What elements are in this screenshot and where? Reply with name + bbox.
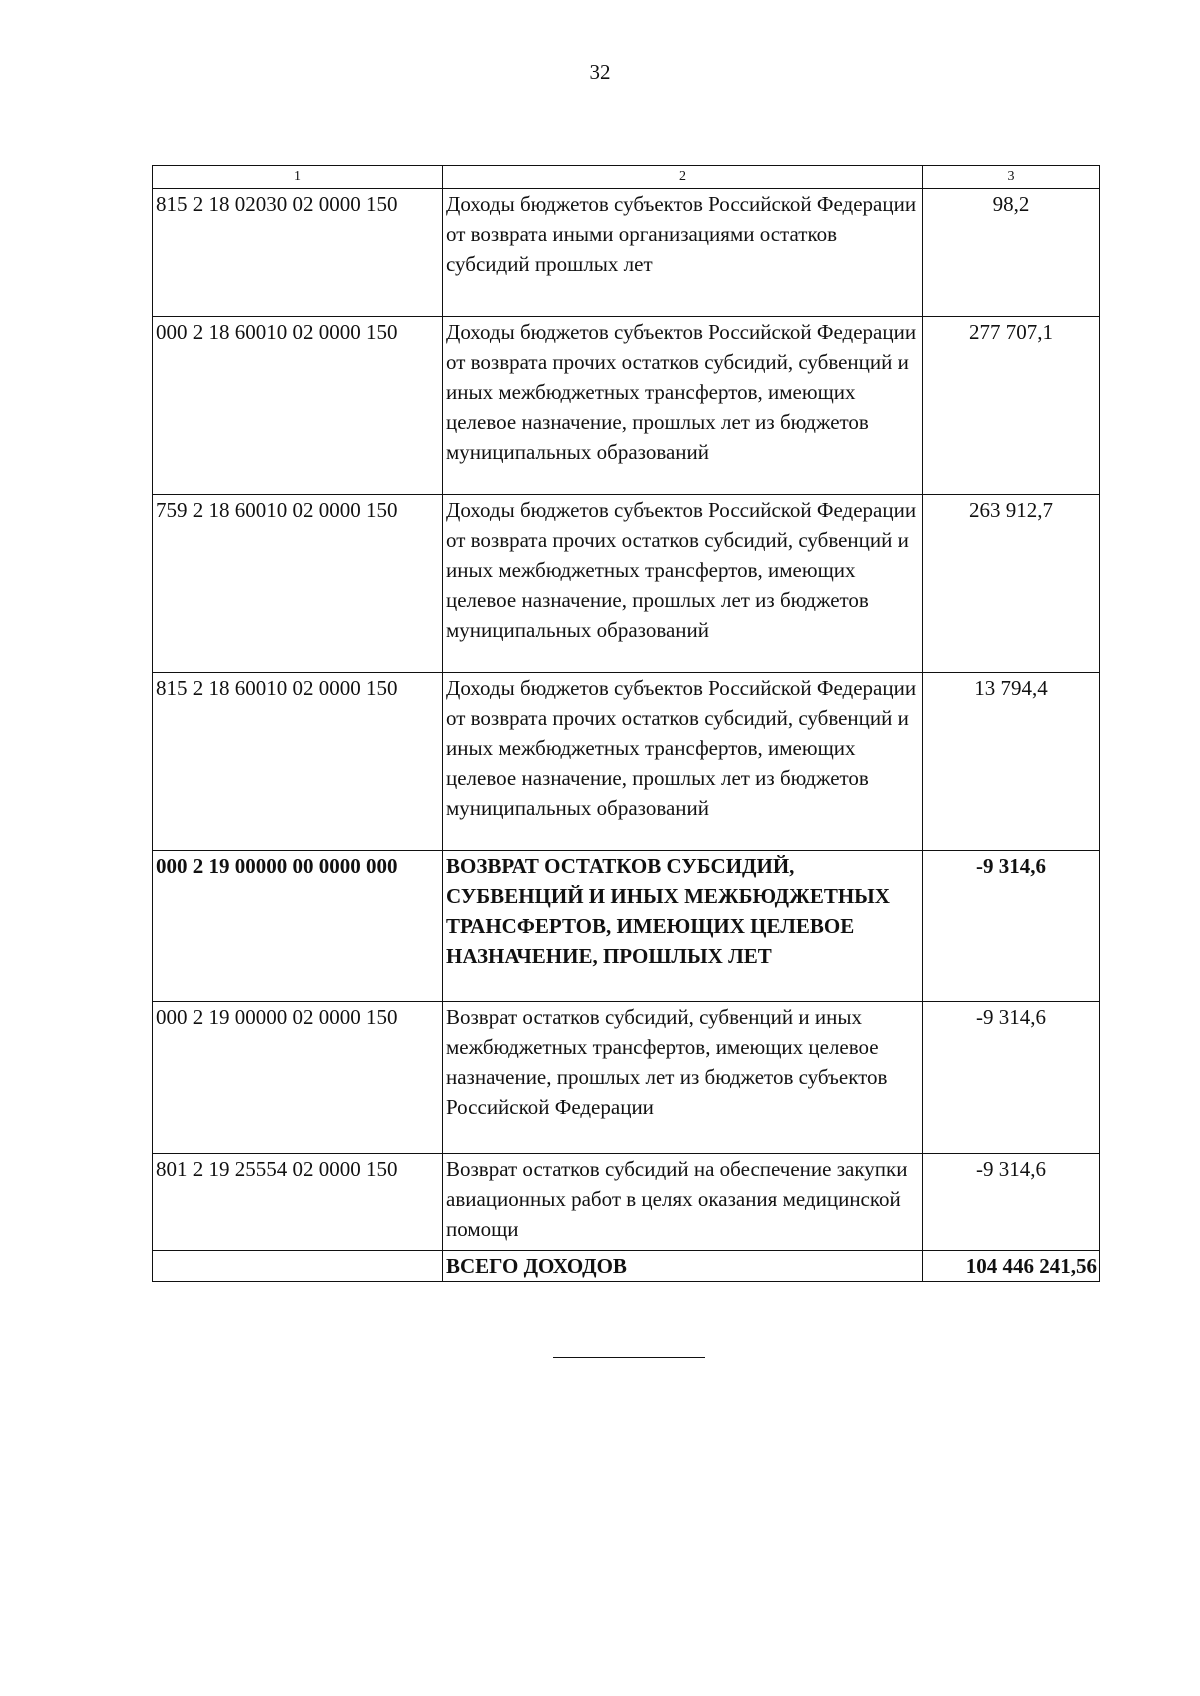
row-code: 000 2 19 00000 00 0000 000 bbox=[153, 851, 443, 1002]
page-number: 32 bbox=[589, 60, 611, 84]
table-header-row bbox=[153, 166, 1100, 189]
row-amount: 277 707,1 bbox=[923, 317, 1100, 495]
row-amount: 263 912,7 bbox=[923, 495, 1100, 673]
table-row bbox=[153, 1154, 1100, 1251]
column-header-code: 1 bbox=[153, 166, 443, 189]
row-amount: -9 314,6 bbox=[923, 851, 1100, 1002]
table-row bbox=[153, 673, 1100, 851]
row-code: 759 2 18 60010 02 0000 150 bbox=[153, 495, 443, 673]
row-amount: 13 794,4 bbox=[923, 673, 1100, 851]
row-name: Доходы бюджетов субъектов Российской Федерации от возврата прочих остатков субсидий, субвенций и иных межбюджетных трансфертов, имеющих целевое назначение, прошлых лет из бюджетов муниципальных образований bbox=[443, 317, 923, 495]
row-code: 000 2 19 00000 02 0000 150 bbox=[153, 1002, 443, 1154]
total-label: ВСЕГО ДОХОДОВ bbox=[443, 1251, 923, 1282]
table-row bbox=[153, 1002, 1100, 1154]
row-name: ВОЗВРАТ ОСТАТКОВ СУБСИДИЙ, СУБВЕНЦИЙ И ИНЫХ МЕЖБЮДЖЕТНЫХ ТРАНСФЕРТОВ, ИМЕЮЩИХ ЦЕЛЕВОЕ НАЗНАЧЕНИЕ, ПРОШЛЫХ ЛЕТ bbox=[443, 851, 923, 1002]
revenue-table bbox=[152, 165, 1100, 1282]
table-row bbox=[153, 317, 1100, 495]
table-row bbox=[153, 189, 1100, 317]
row-code: 801 2 19 25554 02 0000 150 bbox=[153, 1154, 443, 1251]
column-header-name: 2 bbox=[443, 166, 923, 189]
table-row-total bbox=[153, 1251, 1100, 1282]
row-name: Возврат остатков субсидий на обеспечение закупки авиационных работ в целях оказания медицинской помощи bbox=[443, 1154, 923, 1251]
row-amount: 98,2 bbox=[923, 189, 1100, 317]
row-name: Доходы бюджетов субъектов Российской Федерации от возврата прочих остатков субсидий, субвенций и иных межбюджетных трансфертов, имеющих целевое назначение, прошлых лет из бюджетов муниципальных образований bbox=[443, 673, 923, 851]
row-amount: -9 314,6 bbox=[923, 1154, 1100, 1251]
row-code: 815 2 18 02030 02 0000 150 bbox=[153, 189, 443, 317]
end-of-document-rule bbox=[553, 1357, 705, 1358]
table-row-section bbox=[153, 851, 1100, 1002]
total-amount: 104 446 241,56 bbox=[923, 1251, 1100, 1282]
row-code: 815 2 18 60010 02 0000 150 bbox=[153, 673, 443, 851]
row-code: 000 2 18 60010 02 0000 150 bbox=[153, 317, 443, 495]
row-name: Возврат остатков субсидий, субвенций и иных межбюджетных трансфертов, имеющих целевое назначение, прошлых лет из бюджетов субъектов Российской Федерации bbox=[443, 1002, 923, 1154]
row-amount: -9 314,6 bbox=[923, 1002, 1100, 1154]
total-code bbox=[153, 1251, 443, 1282]
row-name: Доходы бюджетов субъектов Российской Федерации от возврата иными организациями остатков субсидий прошлых лет bbox=[443, 189, 923, 317]
table-row bbox=[153, 495, 1100, 673]
row-name: Доходы бюджетов субъектов Российской Федерации от возврата прочих остатков субсидий, субвенций и иных межбюджетных трансфертов, имеющих целевое назначение, прошлых лет из бюджетов муниципальных образований bbox=[443, 495, 923, 673]
column-header-amount: 3 bbox=[923, 166, 1100, 189]
